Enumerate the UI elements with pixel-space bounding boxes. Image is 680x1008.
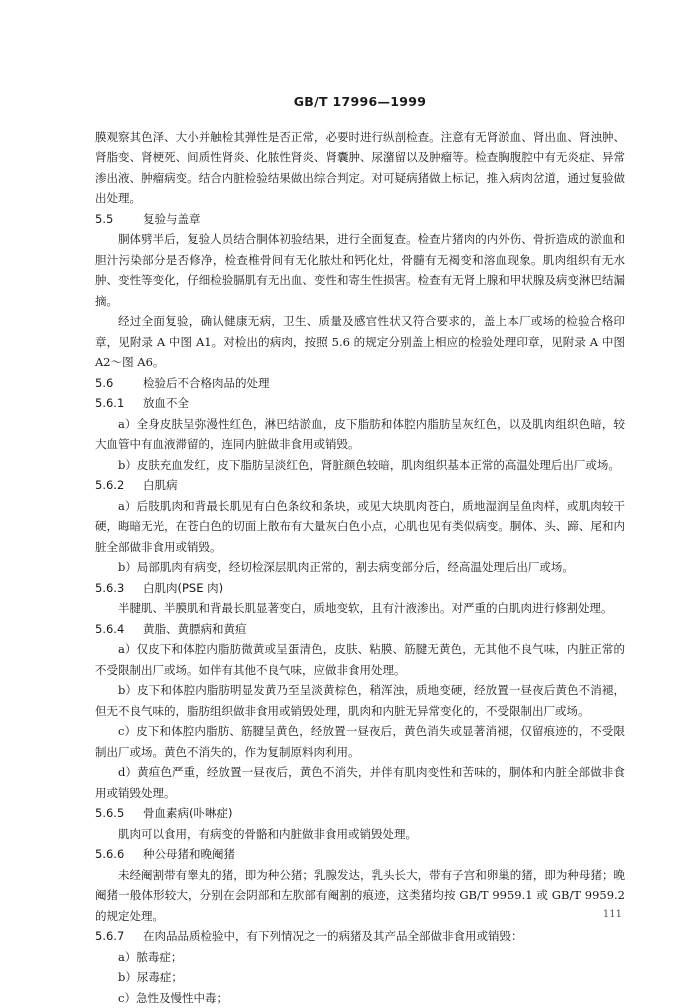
section-number: 5.6 (95, 373, 143, 394)
section-number: 5.5 (95, 209, 143, 230)
paragraph: 肌肉可以食用，有病变的骨骼和内脏做非食用或销毁处理。 (95, 824, 625, 845)
section-heading (95, 475, 625, 496)
section-number: 5.6.4 (95, 619, 143, 640)
section-number: 5.6.2 (95, 475, 143, 496)
section-number: 5.6.3 (95, 578, 143, 599)
paragraph: a）后肢肌肉和背最长肌见有白色条纹和条块，或见大块肌肉苍白，质地湿润呈鱼肉样，或肌肉较干硬，晦暗无光，在苍白色的切面上散布有大量灰白色小点，心肌也见有类似病变。胴体、头、蹄、尾和内脏全部做非食用或销毁。 (95, 496, 625, 558)
paragraph: 膜观察其色泽、大小并触检其弹性是否正常，必要时进行纵剖检查。注意有无肾淤血、肾出血、肾浊肿、肾脂变、肾梗死、间质性肾炎、化脓性肾炎、肾囊肿、尿潴留以及肿瘤等。检查胸腹腔中有无炎症、异常渗出液、肿瘤病变。结合内脏检验结果做出综合判定。对可疑病猪做上标记，推入病肉岔道，通过复验做出处理。 (95, 127, 625, 209)
page-number: 111 (603, 905, 622, 926)
section-title: 在肉品品质检验中，有下列情况之一的病猪及其产品全部做非食用或销毁： (143, 929, 523, 943)
section-title: 检验后不合格肉品的处理 (143, 376, 270, 390)
section-number: 5.6.5 (95, 803, 143, 824)
paragraph: 胴体劈半后，复验人员结合胴体初验结果，进行全面复查。检查片猪肉的内外伤、骨折造成的淤血和胆汁污染部分是否修净，检查椎骨间有无化脓灶和钙化灶，骨髓有无褐变和溶血现象。肌肉组织有无水肿、变性等变化，仔细检验膈肌有无出血、变性和寄生性损害。检查有无肾上腺和甲状腺及病变淋巴结漏摘。 (95, 229, 625, 311)
paragraph: 未经阉割带有睾丸的猪，即为种公猪；乳腺发达，乳头长大，带有子宫和卵巢的猪，即为种母猪；晚阉猪一般体形较大，分别在会阴部和左肷部有阉割的痕迹，这类猪均按 GB/T 9959.1 或 GB/T 9959.2 的规定处理。 (95, 865, 625, 927)
standard-header: GB/T 17996—1999 (95, 92, 625, 113)
section-heading (95, 926, 625, 947)
section-heading (95, 373, 625, 394)
paragraph: b）皮下和体腔内脂肪明显发黄乃至呈淡黄棕色，稍浑浊，质地变硬，经放置一昼夜后黄色不消褪，但无不良气味的，脂肪组织做非食用或销毁处理，肌肉和内脏无异常变化的，不受限制出厂或场。 (95, 680, 625, 721)
paragraph: b）尿毒症； (95, 967, 625, 988)
paragraph: a）脓毒症； (95, 947, 625, 968)
section-number: 5.6.1 (95, 393, 143, 414)
section-title: 白肌肉(PSE 肉) (143, 581, 223, 595)
section-heading (95, 393, 625, 414)
section-number: 5.6.6 (95, 844, 143, 865)
section-title: 黄脂、黄膘病和黄疸 (143, 622, 247, 636)
document-page (95, 92, 625, 1008)
paragraph: b）局部肌肉有病变，经切检深层肌肉正常的，割去病变部分后，经高温处理后出厂或场。 (95, 557, 625, 578)
paragraph: a）全身皮肤呈弥漫性红色，淋巴结淤血，皮下脂肪和体腔内脂肪呈灰红色，以及肌肉组织色暗，较大血管中有血液滞留的，连同内脏做非食用或销毁。 (95, 414, 625, 455)
section-heading (95, 578, 625, 599)
section-title: 白肌病 (143, 478, 178, 492)
paragraph: c）急性及慢性中毒； (95, 988, 625, 1008)
paragraph: d）黄疸色严重，经放置一昼夜后，黄色不消失，并伴有肌肉变性和苦味的，胴体和内脏全部做非食用或销毁处理。 (95, 762, 625, 803)
paragraph: 半腱肌、半膜肌和背最长肌显著变白，质地变软，且有汁液渗出。对严重的白肌肉进行修割处理。 (95, 598, 625, 619)
section-heading (95, 844, 625, 865)
section-number: 5.6.7 (95, 926, 143, 947)
section-heading (95, 209, 625, 230)
paragraph: a）仅皮下和体腔内脂肪微黄或呈蛋清色，皮肤、粘膜、筋腱无黄色，无其他不良气味，内脏正常的不受限制出厂或场。如伴有其他不良气味，应做非食用处理。 (95, 639, 625, 680)
section-heading (95, 803, 625, 824)
document-body (95, 127, 625, 1008)
paragraph: b）皮肤充血发红，皮下脂肪呈淡红色，肾脏颜色较暗，肌肉组织基本正常的高温处理后出厂或场。 (95, 455, 625, 476)
section-title: 种公母猪和晚阉猪 (143, 847, 235, 861)
paragraph: 经过全面复验，确认健康无病，卫生、质量及感官性状又符合要求的，盖上本厂或场的检验合格印章，见附录 A 中图 A1。对检出的病肉，按照 5.6 的规定分别盖上相应的检验处理印章，见附录 A 中图 A2～图 A6。 (95, 311, 625, 373)
section-title: 复验与盖章 (143, 212, 201, 226)
paragraph: c）皮下和体腔内脂肪、筋腱呈黄色，经放置一昼夜后，黄色消失或显著消褪，仅留痕迹的，不受限制出厂或场。黄色不消失的，作为复制原料肉利用。 (95, 721, 625, 762)
section-title: 放血不全 (143, 396, 189, 410)
section-heading (95, 619, 625, 640)
section-title: 骨血素病(卟啉症) (143, 806, 232, 820)
